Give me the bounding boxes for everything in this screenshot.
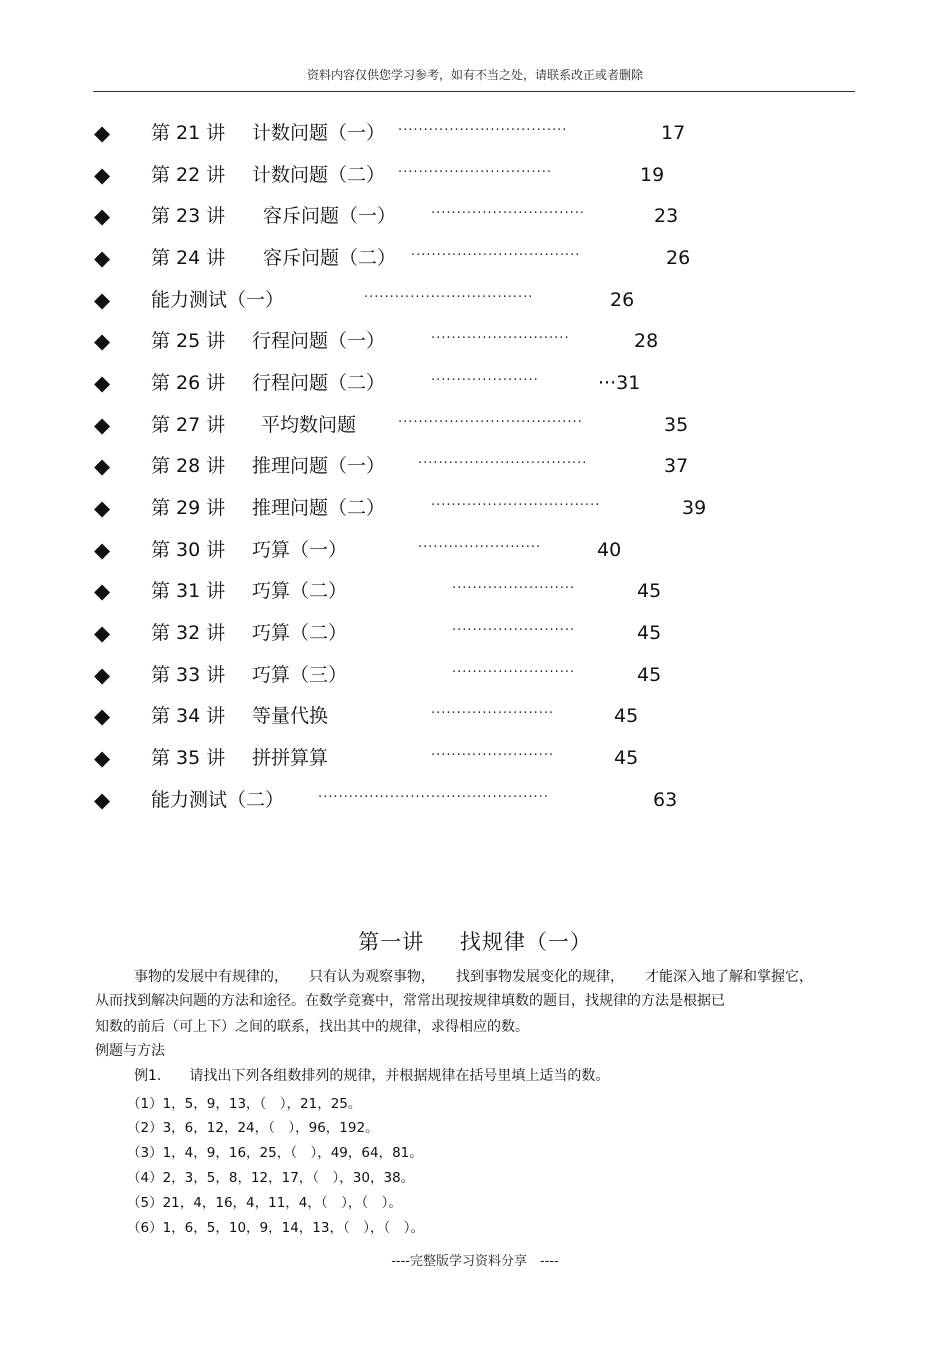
example-item: （2）3，6，12，24，（ ），96，192。 [127,1120,379,1136]
toc-bullet-icon: ◆ [94,621,111,645]
toc-page-number: 39 [682,497,707,519]
toc-lesson-number: 第 21 讲 [151,122,226,144]
toc-leader-dots: ······························ [431,206,585,221]
toc-lesson-title: 计数问题（一） [252,122,386,144]
toc-lesson-number: 第 22 讲 [151,164,226,186]
toc-leader-dots: ···································· [398,415,583,430]
toc-row [0,326,950,356]
toc-lesson-title: 能力测试（二） [151,789,285,811]
example-item: （4）2，3，5，8，12，17，（ ），30，38。 [127,1170,415,1186]
toc-lesson-number: 第 35 讲 [151,747,226,769]
toc-bullet-icon: ◆ [94,204,111,228]
toc-page-number: 63 [653,789,678,811]
toc-leader-dots: ······························ [398,165,552,180]
toc-lesson-title: 平均数问题 [261,414,357,436]
toc-lesson-number: 第 23 讲 [151,205,226,227]
toc-leader-dots: ························ [452,581,576,596]
toc-bullet-icon: ◆ [94,746,111,770]
toc-lesson-number: 第 27 讲 [151,414,226,436]
page-header: 资料内容仅供您学习参考，如有不当之处，请联系改正或者删除 [306,68,643,82]
toc-lesson-title: 巧算（三） [252,664,348,686]
toc-leader-dots: ············································· [318,790,549,805]
toc-lesson-title: 拼拼算算 [252,747,329,769]
toc-row [0,285,950,315]
toc-row [0,493,950,523]
toc-lesson-title: 推理问题（一） [252,455,386,477]
toc-leader-dots: ································· [431,498,601,513]
intro-line-1: 事物的发展中有规律的， 只有认为观察事物， 找到事物发展变化的规律， 才能深入地了解和掌握它， [134,969,813,985]
intro-line-2: 从而找到解决问题的方法和途径。在数学竞赛中，常常出现按规律填数的题目，找规律的方法是根据已 [95,993,725,1009]
page-footer: ----完整版学习资料分享 ---- [391,1254,559,1269]
toc-leader-dots: ··························· [431,331,570,346]
toc-lesson-number: 第 33 讲 [151,664,226,686]
toc-lesson-number: 第 32 讲 [151,622,226,644]
toc-lesson-title: 计数问题（二） [252,164,386,186]
toc-bullet-icon: ◆ [94,246,111,270]
toc-page-number: 28 [634,330,659,352]
toc-lesson-number: 第 26 讲 [151,372,226,394]
toc-lesson-title: 能力测试（一） [151,289,285,311]
toc-page-number: 37 [664,455,689,477]
lesson-title [0,926,950,956]
toc-page-number: ···31 [598,372,641,394]
toc-bullet-icon: ◆ [94,121,111,145]
toc-row [0,743,950,773]
toc-lesson-title: 等量代换 [252,705,329,727]
toc-page-number: 45 [637,664,662,686]
toc-page-number: 45 [614,747,639,769]
toc-lesson-number: 第 34 讲 [151,705,226,727]
toc-leader-dots: ························ [418,540,542,555]
toc-row [0,451,950,481]
toc-leader-dots: ································· [398,123,568,138]
toc-lesson-title: 巧算（二） [252,622,348,644]
toc-row [0,535,950,565]
toc-bullet-icon: ◆ [94,704,111,728]
toc-bullet-icon: ◆ [94,454,111,478]
toc-bullet-icon: ◆ [94,329,111,353]
toc-lesson-title: 行程问题（一） [252,330,386,352]
toc-bullet-icon: ◆ [94,163,111,187]
toc-leader-dots: ································· [364,290,534,305]
toc-row [0,243,950,273]
toc-bullet-icon: ◆ [94,371,111,395]
toc-row [0,576,950,606]
toc-page-number: 45 [637,580,662,602]
toc-bullet-icon: ◆ [94,413,111,437]
toc-page-number: 23 [654,205,679,227]
example-item: （6）1，6，5，10，9，14，13，（ ），（ ）。 [127,1220,424,1236]
toc-lesson-number: 第 30 讲 [151,539,226,561]
example-item: （3）1，4，9，16，25，（ ），49，64，81。 [127,1145,423,1161]
toc-lesson-title: 巧算（一） [252,539,348,561]
toc-row [0,160,950,190]
toc-row [0,201,950,231]
toc-lesson-number: 第 25 讲 [151,330,226,352]
toc-row [0,368,950,398]
toc-row [0,410,950,440]
toc-leader-dots: ································· [418,456,588,471]
toc-row [0,660,950,690]
toc-lesson-number: 第 31 讲 [151,580,226,602]
toc-row [0,785,950,815]
toc-lesson-number: 第 28 讲 [151,455,226,477]
toc-lesson-title: 行程问题（二） [252,372,386,394]
toc-bullet-icon: ◆ [94,538,111,562]
intro-line-3: 知数的前后（可上下）之间的联系，找出其中的规律，求得相应的数。 [95,1019,529,1035]
toc-page-number: 19 [640,164,665,186]
example-item: （1）1，5，9，13，（ ），21，25。 [127,1096,362,1112]
toc-row [0,118,950,148]
toc-page-number: 26 [610,289,635,311]
toc-bullet-icon: ◆ [94,288,111,312]
toc-leader-dots: ························ [431,706,555,721]
toc-page-number: 17 [661,122,686,144]
example-item: （5）21，4，16，4，11，4，（ ），（ ）。 [127,1195,402,1211]
toc-bullet-icon: ◆ [94,579,111,603]
toc-leader-dots: ····················· [431,373,539,388]
toc-lesson-title: 容斥问题（二） [263,247,397,269]
toc-leader-dots: ························ [431,748,555,763]
toc-bullet-icon: ◆ [94,788,111,812]
toc-bullet-icon: ◆ [94,663,111,687]
toc-bullet-icon: ◆ [94,496,111,520]
toc-lesson-number: 第 24 讲 [151,247,226,269]
toc-page-number: 45 [637,622,662,644]
toc-page-number: 40 [597,539,622,561]
toc-lesson-number: 第 29 讲 [151,497,226,519]
toc-leader-dots: ························ [452,623,576,638]
toc-lesson-title: 巧算（二） [252,580,348,602]
example-intro: 例1. 请找出下列各组数排列的规律，并根据规律在括号里填上适当的数。 [134,1068,610,1084]
toc-row [0,701,950,731]
toc-row [0,618,950,648]
toc-leader-dots: ································· [411,248,581,263]
toc-lesson-title: 推理问题（二） [252,497,386,519]
toc-page-number: 45 [614,705,639,727]
toc-page-number: 35 [664,414,689,436]
lesson-number: 第一讲 [358,930,425,954]
toc-lesson-title: 容斥问题（一） [263,205,397,227]
toc-page-number: 26 [666,247,691,269]
lesson-name: 找规律（一） [459,930,592,954]
section-heading: 例题与方法 [95,1043,165,1059]
toc-leader-dots: ························ [452,665,576,680]
header-divider [93,91,855,92]
